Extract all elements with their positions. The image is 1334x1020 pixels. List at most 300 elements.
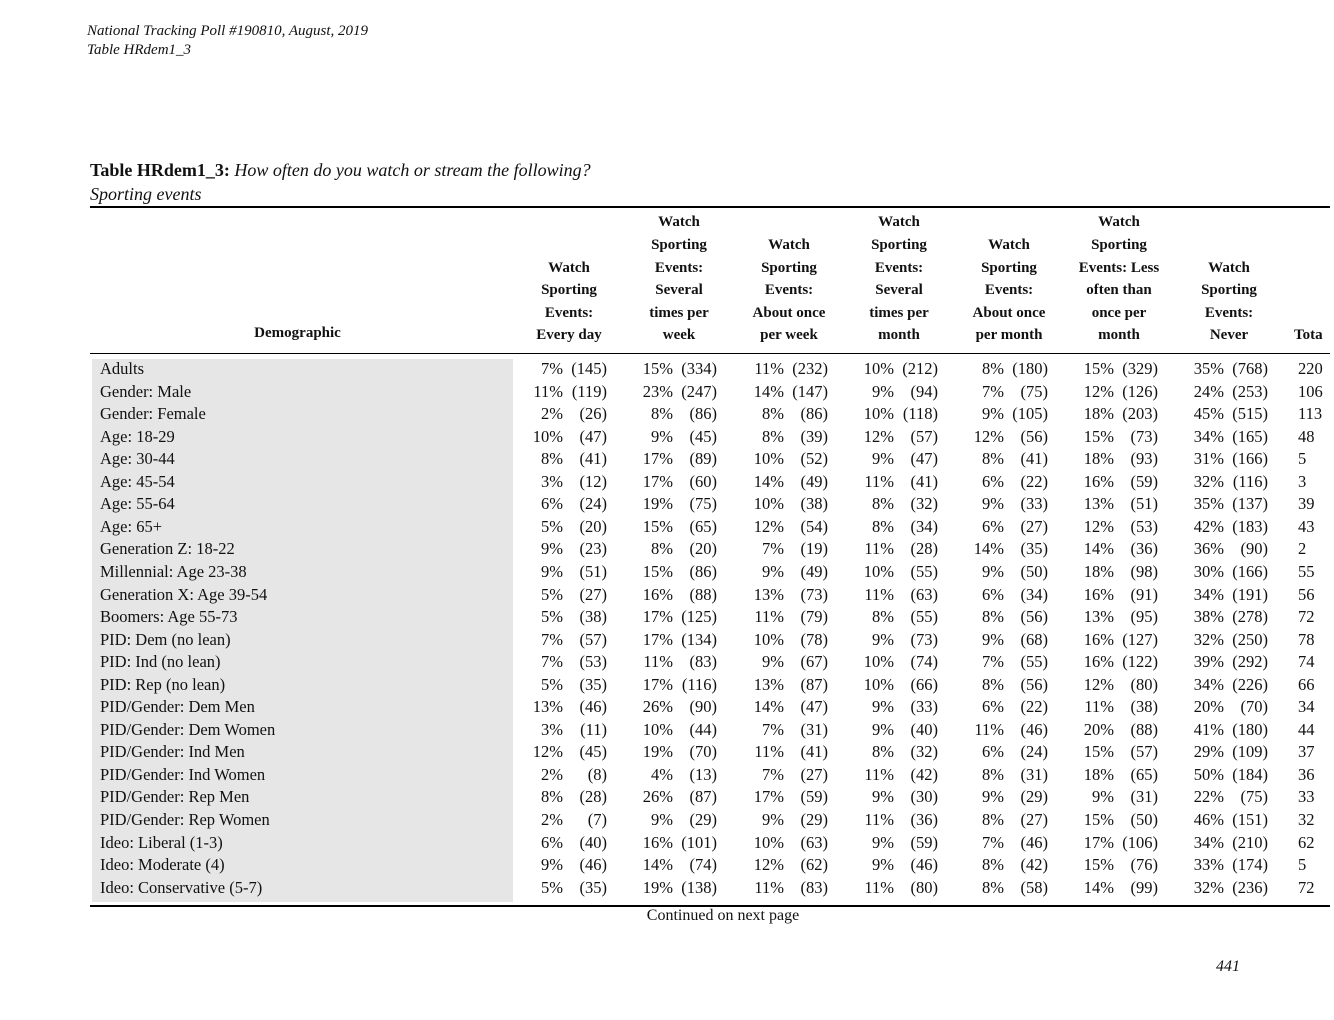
table-cell xyxy=(617,493,717,515)
cell-count: (54) xyxy=(800,516,828,536)
table-cell xyxy=(1168,584,1268,606)
cell-count: (11) xyxy=(580,719,607,739)
table-cell xyxy=(948,426,1048,448)
table-cell xyxy=(617,561,717,583)
cell-percent: 9% xyxy=(872,855,894,875)
cell-count: (151) xyxy=(1232,810,1268,829)
cell-count: (109) xyxy=(1232,742,1268,762)
cell-count: (80) xyxy=(1130,674,1158,694)
table-cell xyxy=(1168,651,1268,673)
cell-count: (166) xyxy=(1232,561,1268,581)
cell-percent: 6% xyxy=(982,516,1004,536)
cell-percent: 14% xyxy=(753,697,784,717)
cell-count: (26) xyxy=(579,404,607,424)
cell-percent: 18% xyxy=(1083,764,1114,784)
cell-percent: 2% xyxy=(541,764,563,784)
table-cell xyxy=(507,381,607,403)
table-cell xyxy=(728,764,828,786)
table-cell xyxy=(507,606,607,628)
cell-count: (66) xyxy=(910,674,938,694)
table-cell xyxy=(617,877,717,899)
table-cell xyxy=(838,651,938,673)
cell-count: (19) xyxy=(800,539,828,559)
cell-total: 39 xyxy=(1298,494,1315,514)
cell-total: 48 xyxy=(1298,426,1315,446)
cell-percent: 12% xyxy=(1083,381,1114,401)
table-cell xyxy=(1168,674,1268,696)
cell-count: (24) xyxy=(1020,742,1048,762)
cell-percent: 10% xyxy=(863,652,894,672)
cell-percent: 2% xyxy=(541,810,563,829)
table-cell xyxy=(838,696,938,718)
cell-count: (59) xyxy=(910,832,938,852)
cell-count: (35) xyxy=(579,877,607,897)
cell-percent: 10% xyxy=(753,449,784,469)
column-header-line: Sporting xyxy=(871,236,927,253)
table-cell xyxy=(1168,426,1268,448)
table-cell xyxy=(1058,448,1158,470)
table-cell xyxy=(1168,448,1268,470)
cell-count: (13) xyxy=(689,764,717,784)
cell-percent: 42% xyxy=(1193,516,1224,536)
cell-count: (47) xyxy=(910,449,938,469)
cell-percent: 18% xyxy=(1083,561,1114,581)
cell-percent: 9% xyxy=(872,787,894,807)
table-cell xyxy=(728,538,828,560)
cell-count: (41) xyxy=(800,742,828,762)
column-header xyxy=(514,257,624,347)
row-label: Age: 65+ xyxy=(100,516,163,536)
table-row xyxy=(0,358,1323,381)
table-title xyxy=(90,158,591,206)
cell-count: (50) xyxy=(1130,810,1158,829)
cell-percent: 6% xyxy=(982,697,1004,717)
cell-percent: 9% xyxy=(762,561,784,581)
cell-percent: 9% xyxy=(872,719,894,739)
cell-percent: 11% xyxy=(864,584,894,604)
cell-percent: 7% xyxy=(982,832,1004,852)
cell-count: (29) xyxy=(689,810,717,829)
cell-percent: 14% xyxy=(753,471,784,491)
table-cell xyxy=(507,358,607,380)
page-header xyxy=(87,22,368,60)
row-label: Adults xyxy=(100,359,145,378)
table-cell xyxy=(838,471,938,493)
table-cell xyxy=(1058,854,1158,876)
table-cell xyxy=(838,561,938,583)
table-cell xyxy=(1168,741,1268,763)
cell-count: (134) xyxy=(681,629,717,649)
table-cell xyxy=(1058,426,1158,448)
cell-percent: 26% xyxy=(642,697,673,717)
cell-percent: 9% xyxy=(982,494,1004,514)
table-cell xyxy=(617,809,717,831)
table-cell xyxy=(728,561,828,583)
cell-count: (138) xyxy=(681,877,717,897)
cell-count: (56) xyxy=(1020,674,1048,694)
table-row xyxy=(0,719,1320,742)
table-cell xyxy=(948,493,1048,515)
table-row xyxy=(0,786,1320,809)
table-cell xyxy=(617,448,717,470)
table-row xyxy=(0,606,1320,629)
table-cell xyxy=(617,719,717,741)
cell-count: (55) xyxy=(1020,652,1048,672)
cell-percent: 26% xyxy=(642,787,673,807)
table-row xyxy=(0,651,1320,674)
table-cell xyxy=(1168,381,1268,403)
table-cell xyxy=(838,584,938,606)
cell-percent: 5% xyxy=(541,674,563,694)
cell-count: (59) xyxy=(1130,471,1158,491)
table-cell xyxy=(728,403,828,425)
cell-percent: 24% xyxy=(1193,381,1224,401)
cell-count: (24) xyxy=(579,494,607,514)
cell-percent: 10% xyxy=(642,719,673,739)
column-header-line: Events: xyxy=(764,282,814,299)
cell-count: (31) xyxy=(1130,787,1158,807)
cell-count: (31) xyxy=(1020,764,1048,784)
table-cell xyxy=(728,651,828,673)
table-cell xyxy=(728,741,828,763)
table-cell xyxy=(948,696,1048,718)
cell-count: (46) xyxy=(579,855,607,875)
cell-count: (236) xyxy=(1232,877,1268,897)
table-cell xyxy=(728,426,828,448)
table-row xyxy=(0,561,1320,584)
table-cell xyxy=(617,696,717,718)
cell-percent: 9% xyxy=(982,561,1004,581)
cell-total: 5 xyxy=(1298,449,1307,469)
table-cell xyxy=(728,696,828,718)
table-cell xyxy=(838,381,938,403)
cell-count: (165) xyxy=(1232,426,1268,446)
column-header-line: Watch xyxy=(878,214,920,231)
table-cell xyxy=(728,786,828,808)
cell-total: 113 xyxy=(1298,404,1323,424)
cell-count: (125) xyxy=(681,607,717,627)
cell-percent: 12% xyxy=(973,426,1004,446)
table-cell xyxy=(1168,696,1268,718)
cell-percent: 14% xyxy=(1083,877,1114,897)
column-header-line: per month xyxy=(975,327,1043,344)
cell-count: (12) xyxy=(579,471,607,491)
table-cell xyxy=(838,674,938,696)
cell-percent: 9% xyxy=(872,697,894,717)
cell-count: (65) xyxy=(1130,764,1158,784)
cell-count: (30) xyxy=(910,787,938,807)
cell-percent: 10% xyxy=(863,359,894,378)
table-cell xyxy=(948,629,1048,651)
table-cell xyxy=(1168,719,1268,741)
table-row xyxy=(0,516,1320,539)
cell-count: (29) xyxy=(1020,787,1048,807)
cell-count: (278) xyxy=(1232,607,1268,627)
cell-count: (55) xyxy=(910,561,938,581)
cell-count: (118) xyxy=(902,404,938,424)
table-cell xyxy=(728,448,828,470)
table-row xyxy=(0,584,1320,607)
table-cell xyxy=(1058,651,1158,673)
cell-percent: 12% xyxy=(532,742,563,762)
cell-count: (22) xyxy=(1020,697,1048,717)
cell-count: (74) xyxy=(689,855,717,875)
cell-count: (70) xyxy=(1240,697,1268,717)
row-label: Generation X: Age 39-54 xyxy=(100,584,268,604)
cell-percent: 17% xyxy=(642,629,673,649)
table-cell xyxy=(507,448,607,470)
cell-count: (76) xyxy=(1130,855,1158,875)
column-header-line: times per xyxy=(649,304,709,321)
table-row xyxy=(0,854,1320,877)
cell-count: (34) xyxy=(910,516,938,536)
table-cell xyxy=(838,448,938,470)
cell-count: (27) xyxy=(1020,810,1048,829)
cell-percent: 10% xyxy=(863,404,894,424)
row-label: PID/Gender: Rep Men xyxy=(100,787,250,807)
table-question: How often do you watch or stream the following? xyxy=(234,160,591,180)
table-cell xyxy=(617,741,717,763)
cell-percent: 8% xyxy=(541,787,563,807)
cell-percent: 15% xyxy=(642,516,673,536)
column-header-line: Sporting xyxy=(541,282,597,299)
table-cell xyxy=(1168,493,1268,515)
column-header-line: per week xyxy=(760,327,818,344)
table-row xyxy=(0,538,1320,561)
table-cell xyxy=(1058,786,1158,808)
cell-count: (38) xyxy=(800,494,828,514)
table-cell xyxy=(617,786,717,808)
cell-count: (35) xyxy=(1020,539,1048,559)
cell-count: (47) xyxy=(579,426,607,446)
table-cell xyxy=(1168,786,1268,808)
cell-count: (36) xyxy=(910,810,938,829)
cell-count: (45) xyxy=(689,426,717,446)
cell-count: (34) xyxy=(1020,584,1048,604)
cell-count: (49) xyxy=(800,471,828,491)
cell-count: (203) xyxy=(1122,404,1158,424)
table-row xyxy=(0,832,1320,855)
cell-count: (42) xyxy=(1020,855,1048,875)
column-header-line: Watch xyxy=(1098,214,1140,231)
cell-count: (62) xyxy=(800,855,828,875)
table-cell xyxy=(1058,877,1158,899)
cell-percent: 11% xyxy=(754,877,784,897)
cell-percent: 9% xyxy=(541,855,563,875)
table-cell xyxy=(1168,606,1268,628)
cell-percent: 9% xyxy=(872,629,894,649)
row-label: PID/Gender: Ind Women xyxy=(100,764,266,784)
cell-percent: 36% xyxy=(1193,539,1224,559)
cell-percent: 10% xyxy=(753,494,784,514)
table-cell xyxy=(728,381,828,403)
cell-percent: 17% xyxy=(642,449,673,469)
table-cell xyxy=(507,832,607,854)
cell-count: (250) xyxy=(1232,629,1268,649)
cell-percent: 34% xyxy=(1193,426,1224,446)
cell-percent: 7% xyxy=(762,539,784,559)
column-header-line: Watch xyxy=(988,237,1030,253)
cell-percent: 7% xyxy=(762,719,784,739)
table-cell xyxy=(1058,629,1158,651)
cell-percent: 18% xyxy=(1083,449,1114,469)
cell-count: (38) xyxy=(1130,697,1158,717)
table-cell xyxy=(838,854,938,876)
cell-total: 72 xyxy=(1298,607,1315,627)
cell-percent: 9% xyxy=(872,381,894,401)
column-header-line: Watch xyxy=(768,237,810,253)
row-label: Age: 45-54 xyxy=(100,471,175,491)
cell-percent: 11% xyxy=(864,877,894,897)
table-cell xyxy=(1168,358,1268,380)
cell-count: (32) xyxy=(910,494,938,514)
column-header-line: Events: xyxy=(654,259,704,276)
cell-percent: 10% xyxy=(753,832,784,852)
cell-percent: 15% xyxy=(1083,742,1114,762)
cell-count: (127) xyxy=(1122,629,1158,649)
cell-count: (27) xyxy=(1020,516,1048,536)
continued-note: Continued on next page xyxy=(646,907,800,924)
table-cell xyxy=(617,674,717,696)
cell-count: (46) xyxy=(1020,719,1048,739)
cell-count: (98) xyxy=(1130,561,1158,581)
cell-count: (53) xyxy=(1130,516,1158,536)
cell-percent: 30% xyxy=(1193,561,1224,581)
table-cell xyxy=(1058,561,1158,583)
cell-count: (88) xyxy=(689,584,717,604)
page-number: 441 xyxy=(1216,958,1240,975)
cell-percent: 7% xyxy=(982,652,1004,672)
cell-count: (247) xyxy=(681,381,717,401)
cell-percent: 8% xyxy=(982,607,1004,627)
table-cell xyxy=(1168,561,1268,583)
cell-count: (45) xyxy=(579,742,607,762)
table-cell xyxy=(1058,516,1158,538)
table-cell xyxy=(728,719,828,741)
table-cell xyxy=(728,358,828,380)
cell-count: (73) xyxy=(1130,426,1158,446)
cell-percent: 8% xyxy=(872,494,894,514)
cell-percent: 35% xyxy=(1193,359,1224,378)
cell-percent: 12% xyxy=(753,855,784,875)
table-cell xyxy=(728,877,828,899)
table-cell xyxy=(1058,696,1158,718)
table-cell xyxy=(728,854,828,876)
cell-percent: 9% xyxy=(982,404,1004,424)
cell-percent: 17% xyxy=(1083,832,1114,852)
cell-percent: 35% xyxy=(1193,494,1224,514)
table-cell xyxy=(507,403,607,425)
cell-percent: 8% xyxy=(872,742,894,762)
column-header-line: Sporting xyxy=(761,259,817,276)
cell-percent: 14% xyxy=(642,855,673,875)
cell-total: 44 xyxy=(1298,719,1315,739)
table-cell xyxy=(507,719,607,741)
cell-percent: 41% xyxy=(1193,719,1224,739)
cell-percent: 12% xyxy=(1083,516,1114,536)
table-cell xyxy=(507,696,607,718)
table-cell xyxy=(1058,764,1158,786)
cell-percent: 10% xyxy=(753,629,784,649)
column-header xyxy=(1294,324,1334,347)
cell-count: (292) xyxy=(1232,652,1268,672)
column-header-line: times per xyxy=(869,304,929,321)
cell-total: 56 xyxy=(1298,584,1315,604)
cell-count: (116) xyxy=(681,674,717,694)
table-cell xyxy=(838,426,938,448)
cell-percent: 15% xyxy=(1083,359,1114,378)
cell-percent: 15% xyxy=(642,359,673,378)
table-cell xyxy=(838,493,938,515)
cell-total: 33 xyxy=(1298,787,1315,807)
cell-count: (63) xyxy=(910,584,938,604)
cell-count: (57) xyxy=(1130,742,1158,762)
table-cell xyxy=(1168,538,1268,560)
table-cell xyxy=(948,448,1048,470)
cell-percent: 8% xyxy=(651,539,673,559)
table-cell xyxy=(1058,832,1158,854)
cell-count: (41) xyxy=(579,449,607,469)
table-cell xyxy=(838,877,938,899)
table-row xyxy=(0,696,1320,719)
table-cell xyxy=(617,426,717,448)
cell-count: (33) xyxy=(910,697,938,717)
cell-percent: 8% xyxy=(872,516,894,536)
table-cell xyxy=(838,786,938,808)
cell-percent: 17% xyxy=(642,607,673,627)
table-cell xyxy=(507,764,607,786)
cell-count: (51) xyxy=(1130,494,1158,514)
cell-count: (101) xyxy=(681,832,717,852)
cell-count: (89) xyxy=(689,449,717,469)
table-cell xyxy=(617,471,717,493)
cell-percent: 6% xyxy=(541,494,563,514)
cell-percent: 32% xyxy=(1193,471,1224,491)
cell-percent: 13% xyxy=(1083,494,1114,514)
row-label: Millennial: Age 23-38 xyxy=(100,561,247,581)
table-cell xyxy=(838,403,938,425)
cell-count: (180) xyxy=(1012,359,1048,378)
cell-percent: 8% xyxy=(982,674,1004,694)
cell-count: (91) xyxy=(1130,584,1158,604)
cell-percent: 13% xyxy=(753,674,784,694)
cell-percent: 5% xyxy=(541,516,563,536)
table-cell xyxy=(728,493,828,515)
row-label: PID: Dem (no lean) xyxy=(100,629,231,649)
cell-percent: 19% xyxy=(642,742,673,762)
cell-total: 37 xyxy=(1298,742,1315,762)
table-cell xyxy=(617,629,717,651)
cell-percent: 17% xyxy=(642,674,673,694)
cell-count: (80) xyxy=(910,877,938,897)
cell-count: (63) xyxy=(800,832,828,852)
table-cell xyxy=(507,674,607,696)
table-cell xyxy=(1058,674,1158,696)
table-cell xyxy=(948,674,1048,696)
cell-count: (83) xyxy=(689,652,717,672)
table-cell xyxy=(507,786,607,808)
table-cell xyxy=(948,606,1048,628)
cell-count: (36) xyxy=(1130,539,1158,559)
table-cell xyxy=(1168,764,1268,786)
table-cell xyxy=(948,358,1048,380)
cell-percent: 17% xyxy=(753,787,784,807)
row-label: PID: Ind (no lean) xyxy=(100,652,221,672)
cell-count: (56) xyxy=(1020,426,1048,446)
cell-count: (87) xyxy=(800,674,828,694)
cell-percent: 8% xyxy=(982,877,1004,897)
table-cell xyxy=(1058,381,1158,403)
